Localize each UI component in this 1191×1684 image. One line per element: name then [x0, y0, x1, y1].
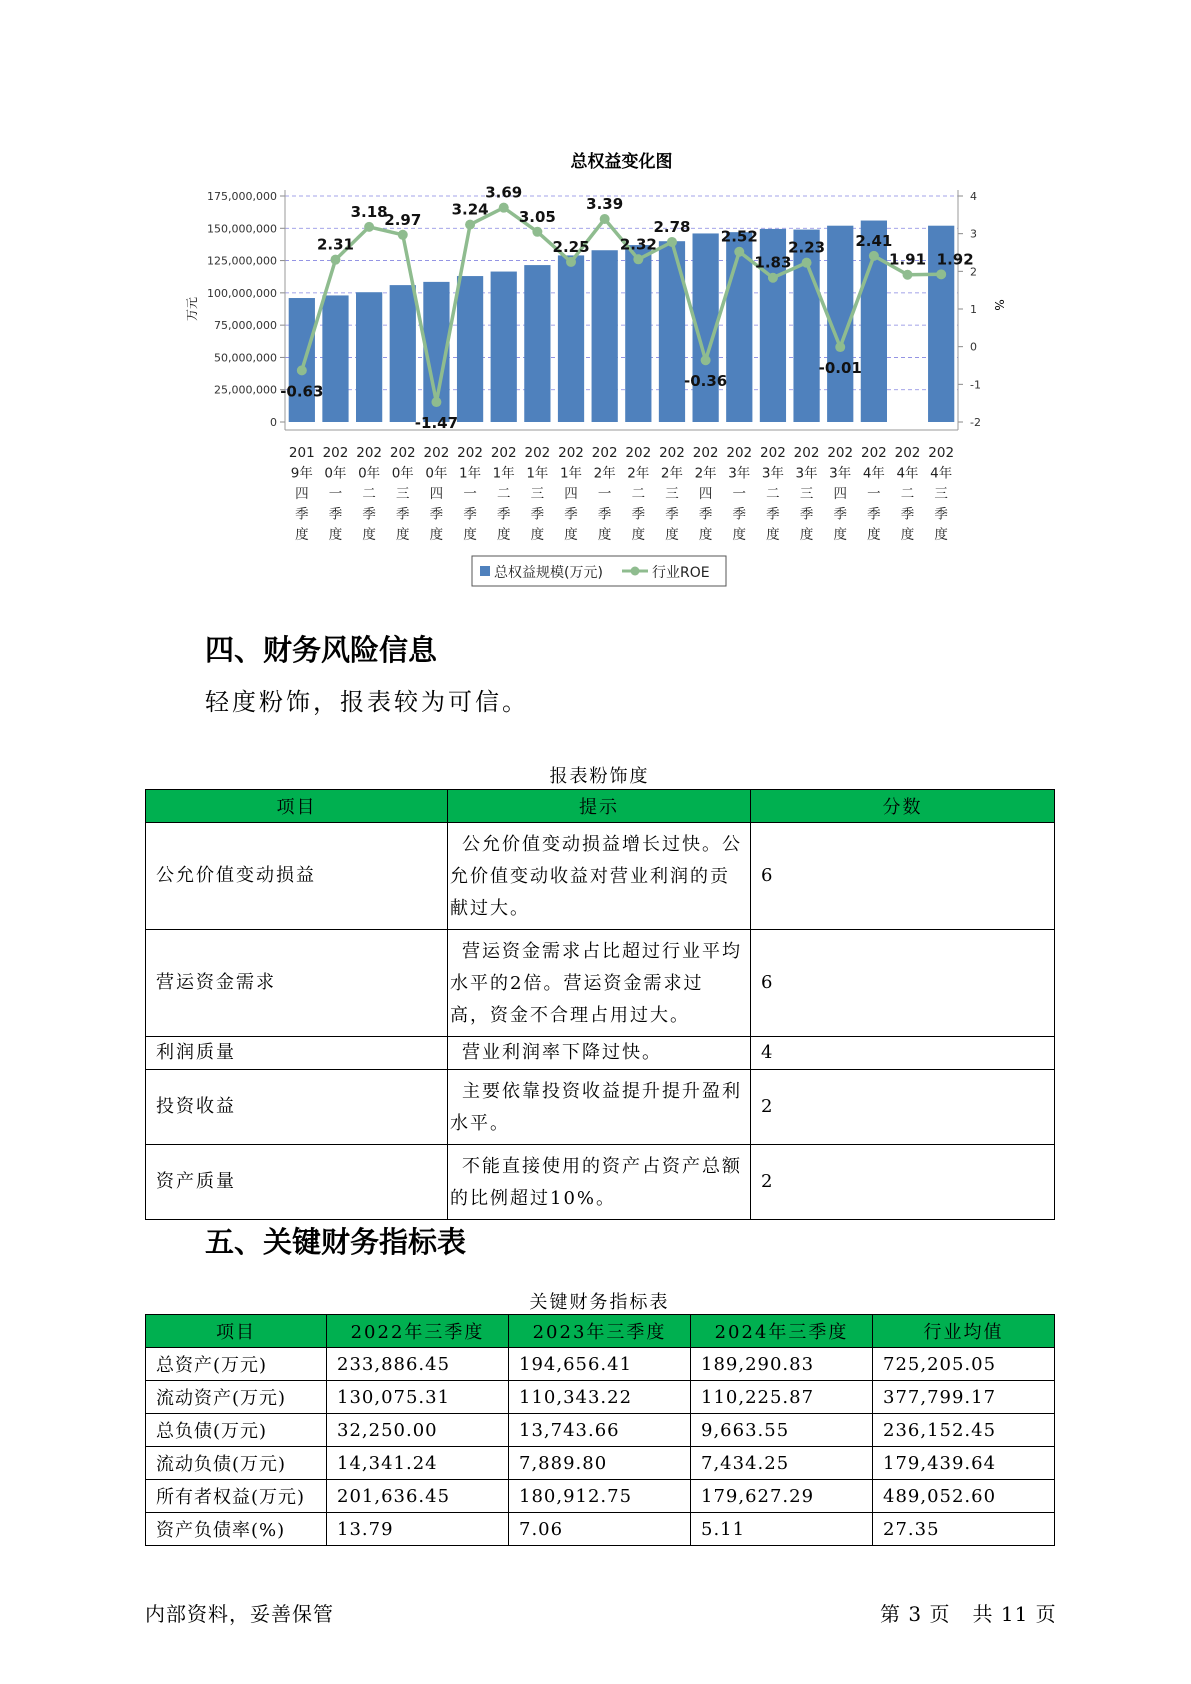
bar — [289, 298, 315, 422]
x-tick-label: 一 — [328, 486, 343, 502]
kpi-value: 7,434.25 — [691, 1447, 873, 1480]
risk-item: 资产质量 — [146, 1145, 448, 1220]
x-tick-label: 1年 — [492, 465, 515, 482]
x-tick-label: 201 — [288, 445, 315, 461]
x-tick-label: 季 — [564, 506, 578, 523]
roe-point — [768, 273, 778, 283]
x-tick-label: 度 — [799, 527, 814, 543]
legend-bar-label: 总权益规模(万元) — [494, 565, 603, 581]
roe-data-label: -0.36 — [684, 372, 728, 391]
risk-item: 公允价值变动损益 — [146, 823, 448, 930]
footer-page-number: 第 3 页 共 11 页 — [880, 1602, 1057, 1626]
x-tick-label: 季 — [496, 506, 511, 523]
x-tick-label: 度 — [530, 527, 545, 543]
x-tick-label: 0年 — [425, 465, 448, 482]
roe-point — [701, 355, 711, 365]
x-tick-label: 202 — [625, 445, 652, 461]
kpi-value: 9,663.55 — [691, 1414, 873, 1447]
roe-data-label: 3.24 — [451, 200, 489, 219]
x-tick-label: 0年 — [391, 465, 414, 482]
table-row — [146, 1037, 1055, 1070]
x-tick-label: 202 — [827, 445, 854, 461]
x-tick-label: 202 — [793, 445, 820, 461]
x-tick-label: 202 — [524, 445, 551, 461]
kpi-value: 130,075.31 — [327, 1381, 509, 1414]
x-tick-label: 二 — [631, 486, 646, 502]
y2-tick-label: -2 — [970, 416, 981, 429]
section-5-heading: 五、关键财务指标表 — [205, 1225, 467, 1259]
kpi-value: 7,889.80 — [509, 1447, 691, 1480]
roe-data-label: 2.32 — [619, 235, 657, 254]
x-tick-label: 季 — [429, 506, 444, 523]
roe-data-label: 3.05 — [518, 207, 556, 226]
bar — [625, 245, 651, 422]
x-tick-label: 季 — [530, 506, 545, 523]
roe-data-label: 1.83 — [754, 253, 792, 272]
roe-data-label: 2.23 — [788, 238, 826, 257]
x-tick-label: 度 — [766, 527, 780, 543]
kpi-value: 377,799.17 — [873, 1381, 1055, 1414]
x-tick-label: 季 — [867, 506, 881, 523]
y-tick-label: 75,000,000 — [214, 319, 277, 333]
table-row — [146, 930, 1055, 1037]
roe-point — [633, 254, 643, 264]
kpi-label: 总资产(万元) — [146, 1348, 327, 1381]
x-tick-label: 1年 — [559, 465, 583, 482]
roe-data-label: 2.78 — [653, 217, 691, 236]
x-tick-label: 4年 — [896, 465, 919, 482]
kpi-value: 179,439.64 — [873, 1447, 1055, 1480]
y-tick-label: 150,000,000 — [207, 222, 277, 236]
x-tick-label: 三 — [530, 486, 545, 502]
x-tick-label: 季 — [934, 506, 948, 523]
roe-data-label: 3.39 — [586, 194, 624, 213]
kpi-label: 所有者权益(万元) — [146, 1480, 327, 1513]
x-tick-label: 202 — [860, 445, 887, 461]
x-tick-label: 度 — [396, 527, 410, 543]
x-tick-label: 三 — [799, 486, 814, 502]
risk-table — [145, 789, 1055, 1220]
roe-data-label: -0.01 — [818, 359, 862, 378]
x-tick-label: 季 — [328, 506, 343, 523]
x-tick-label: 四 — [429, 486, 444, 502]
kpi-value: 13.79 — [327, 1513, 509, 1546]
x-tick-label: 季 — [732, 506, 747, 523]
x-tick-label: 季 — [799, 506, 814, 523]
risk-item: 营运资金需求 — [146, 930, 448, 1037]
bar — [356, 292, 382, 422]
kpi-value: 179,627.29 — [691, 1480, 873, 1513]
col-header-2024q3: 2024年三季度 — [691, 1315, 873, 1348]
chart-svg — [0, 0, 1191, 600]
col-header-2023q3: 2023年三季度 — [509, 1315, 691, 1348]
kpi-value: 194,656.41 — [509, 1348, 691, 1381]
kpi-value: 189,290.83 — [691, 1348, 873, 1381]
y2-tick-label: 0 — [970, 340, 977, 354]
x-tick-label: 季 — [833, 506, 847, 523]
x-tick-label: 度 — [564, 527, 578, 543]
x-tick-label: 0年 — [358, 465, 381, 482]
x-tick-label: 3年 — [795, 465, 818, 482]
kpi-label: 资产负债率(%) — [146, 1513, 327, 1546]
kpi-value: 14,341.24 — [327, 1447, 509, 1480]
col-header-2022q3: 2022年三季度 — [327, 1315, 509, 1348]
x-tick-label: 度 — [732, 527, 747, 543]
roe-data-label: 2.52 — [720, 227, 758, 246]
x-tick-label: 202 — [490, 445, 517, 461]
x-tick-label: 202 — [659, 445, 685, 461]
x-tick-label: 3年 — [829, 465, 852, 482]
kpi-label: 总负债(万元) — [146, 1414, 327, 1447]
kpi-label: 流动负债(万元) — [146, 1447, 327, 1480]
risk-table-header — [146, 790, 1055, 823]
y2-tick-label: 3 — [970, 227, 977, 241]
x-tick-label: 四 — [833, 486, 847, 502]
x-tick-label: 季 — [396, 506, 410, 523]
x-tick-label: 季 — [463, 506, 477, 523]
col-header-industry-avg: 行业均值 — [873, 1315, 1055, 1348]
equity-chart — [0, 0, 1191, 600]
x-tick-label: 度 — [362, 527, 376, 543]
risk-table-title: 报表粉饰度 — [549, 766, 650, 787]
roe-point — [330, 255, 340, 265]
x-tick-label: 202 — [457, 445, 483, 461]
x-tick-label: 2年 — [627, 465, 650, 482]
kpi-value: 180,912.75 — [509, 1480, 691, 1513]
x-tick-label: 9年 — [290, 465, 313, 482]
col-header-score: 分数 — [751, 790, 1055, 823]
table-row — [146, 1145, 1055, 1220]
risk-item: 利润质量 — [146, 1037, 448, 1070]
table-row — [146, 1480, 1055, 1513]
x-tick-label: 季 — [698, 506, 713, 523]
x-tick-label: 一 — [463, 486, 477, 502]
x-tick-label: 四 — [564, 486, 578, 502]
roe-data-label: 2.31 — [316, 235, 354, 254]
roe-point — [903, 270, 913, 280]
x-tick-label: 季 — [900, 506, 915, 523]
roe-data-label: 1.91 — [889, 250, 927, 269]
table-row — [146, 1348, 1055, 1381]
bar — [390, 285, 416, 422]
x-tick-label: 季 — [631, 506, 646, 523]
roe-data-label: -1.47 — [414, 414, 459, 433]
y-tick-label: 0 — [270, 416, 277, 429]
table-row — [146, 823, 1055, 930]
y-tick-label: 25,000,000 — [214, 383, 277, 397]
x-tick-label: 3年 — [728, 465, 751, 482]
roe-point — [936, 269, 946, 279]
x-tick-label: 度 — [867, 527, 881, 543]
x-tick-label: 2年 — [660, 465, 684, 482]
y-tick-label: 100,000,000 — [207, 286, 277, 300]
x-tick-label: 二 — [900, 486, 915, 502]
kpi-value: 201,636.45 — [327, 1480, 509, 1513]
x-tick-label: 202 — [389, 445, 416, 461]
bar — [524, 265, 550, 422]
roe-point — [499, 203, 509, 213]
roe-point — [869, 251, 879, 261]
roe-point — [835, 342, 845, 352]
roe-point — [364, 222, 374, 232]
legend-bar-swatch — [480, 566, 490, 576]
x-tick-label: 一 — [597, 486, 612, 502]
x-tick-label: 202 — [928, 445, 955, 461]
y-tick-label: 125,000,000 — [207, 254, 277, 268]
table-row — [146, 1414, 1055, 1447]
bar — [558, 255, 584, 422]
x-tick-label: 1年 — [459, 465, 482, 482]
risk-hint: 主要依靠投资收益提升提升盈利水平。 — [448, 1070, 751, 1145]
x-tick-label: 1年 — [526, 465, 549, 482]
x-tick-label: 202 — [322, 445, 349, 461]
bar — [457, 276, 483, 422]
kpi-value: 7.06 — [509, 1513, 691, 1546]
x-tick-label: 202 — [760, 445, 786, 461]
roe-data-label: 3.18 — [350, 202, 388, 221]
bar — [592, 250, 618, 422]
risk-hint: 营业利润率下降过快。 — [448, 1037, 751, 1070]
y2-tick-label: 2 — [970, 265, 977, 279]
y-tick-label: 50,000,000 — [214, 351, 277, 365]
x-tick-label: 二 — [496, 486, 511, 502]
x-tick-label: 度 — [328, 527, 343, 543]
roe-data-label: -0.63 — [280, 382, 324, 401]
x-tick-label: 季 — [362, 506, 376, 523]
risk-score: 4 — [751, 1037, 1055, 1070]
x-tick-label: 季 — [295, 506, 309, 523]
x-tick-label: 二 — [362, 486, 376, 502]
roe-point — [398, 230, 408, 240]
roe-point — [667, 237, 677, 247]
kpi-table-title: 关键财务指标表 — [529, 1292, 670, 1313]
x-tick-label: 四 — [698, 486, 713, 502]
risk-item: 投资收益 — [146, 1070, 448, 1145]
y2-tick-label: 4 — [970, 190, 977, 203]
x-tick-label: 202 — [558, 445, 584, 461]
roe-data-label: 3.69 — [485, 183, 523, 202]
roe-point — [566, 257, 576, 267]
x-tick-label: 度 — [463, 527, 477, 543]
risk-score: 6 — [751, 823, 1055, 930]
x-tick-label: 2年 — [694, 465, 717, 482]
kpi-value: 489,052.60 — [873, 1480, 1055, 1513]
legend-line-marker — [631, 567, 640, 576]
kpi-table-header — [146, 1315, 1055, 1348]
x-tick-label: 2年 — [593, 465, 616, 482]
bar — [491, 272, 517, 422]
x-tick-label: 202 — [894, 445, 921, 461]
table-row — [146, 1513, 1055, 1546]
risk-hint: 营运资金需求占比超过行业平均水平的2倍。营运资金需求过高，资金不合理占用过大。 — [448, 930, 751, 1037]
bar — [322, 295, 348, 422]
kpi-value: 725,205.05 — [873, 1348, 1055, 1381]
x-tick-label: 度 — [698, 527, 713, 543]
kpi-value: 110,343.22 — [509, 1381, 691, 1414]
x-tick-label: 度 — [631, 527, 646, 543]
roe-point — [465, 220, 475, 230]
chart-title: 总权益变化图 — [570, 152, 673, 172]
y-axis-title: 万元 — [185, 296, 199, 322]
kpi-value: 32,250.00 — [327, 1414, 509, 1447]
y-tick-label: 175,000,000 — [207, 190, 277, 203]
col-header-item: 项目 — [146, 790, 448, 823]
roe-point — [802, 258, 812, 268]
roe-data-label: 1.92 — [936, 250, 974, 269]
x-tick-label: 4年 — [930, 465, 953, 482]
col-header-hint: 提示 — [448, 790, 751, 823]
footer-confidential: 内部资料，妥善保管 — [145, 1602, 334, 1626]
table-row — [146, 1070, 1055, 1145]
bar — [861, 221, 887, 422]
kpi-value: 233,886.45 — [327, 1348, 509, 1381]
table-row — [146, 1381, 1055, 1414]
x-tick-label: 3年 — [761, 465, 784, 482]
x-tick-label: 度 — [429, 527, 444, 543]
kpi-value: 13,743.66 — [509, 1414, 691, 1447]
kpi-value: 5.11 — [691, 1513, 873, 1546]
x-tick-label: 度 — [934, 527, 948, 543]
x-tick-label: 季 — [597, 506, 612, 523]
x-tick-label: 度 — [900, 527, 915, 543]
x-tick-label: 四 — [295, 486, 309, 502]
y2-tick-label: 1 — [970, 303, 977, 316]
x-tick-label: 202 — [591, 445, 618, 461]
x-tick-label: 度 — [597, 527, 612, 543]
x-tick-label: 度 — [665, 527, 679, 543]
x-tick-label: 二 — [766, 486, 780, 502]
x-tick-label: 度 — [295, 527, 309, 543]
kpi-value: 110,225.87 — [691, 1381, 873, 1414]
x-tick-label: 三 — [396, 486, 410, 502]
kpi-value: 27.35 — [873, 1513, 1055, 1546]
risk-score: 6 — [751, 930, 1055, 1037]
risk-hint: 不能直接使用的资产占资产总额的比例超过10%。 — [448, 1145, 751, 1220]
roe-data-label: 2.97 — [384, 210, 422, 229]
x-tick-label: 一 — [867, 486, 881, 502]
section-4-heading: 四、财务风险信息 — [205, 633, 438, 667]
roe-point — [600, 214, 610, 224]
x-tick-label: 一 — [732, 486, 747, 502]
roe-data-label: 2.41 — [855, 231, 893, 250]
roe-point — [297, 365, 307, 375]
x-tick-label: 202 — [726, 445, 753, 461]
x-tick-label: 0年 — [324, 465, 347, 482]
y2-axis-title: % — [992, 299, 1006, 311]
x-tick-label: 度 — [833, 527, 847, 543]
roe-point — [532, 227, 542, 237]
legend-line-label: 行业ROE — [652, 565, 710, 581]
kpi-table — [145, 1314, 1055, 1546]
roe-point — [431, 397, 441, 407]
risk-score: 2 — [751, 1145, 1055, 1220]
x-tick-label: 202 — [356, 445, 383, 461]
x-tick-label: 季 — [766, 506, 780, 523]
x-tick-label: 4年 — [862, 465, 885, 482]
x-tick-label: 三 — [665, 486, 679, 502]
x-tick-label: 202 — [423, 445, 450, 461]
roe-point — [734, 247, 744, 257]
x-tick-label: 度 — [496, 527, 511, 543]
risk-hint: 公允价值变动损益增长过快。公允价值变动收益对营业利润的贡献过大。 — [448, 823, 751, 930]
roe-data-label: 2.25 — [552, 237, 590, 256]
x-tick-label: 202 — [692, 445, 719, 461]
x-tick-label: 季 — [665, 506, 679, 523]
kpi-label: 流动资产(万元) — [146, 1381, 327, 1414]
risk-summary: 轻度粉饰，报表较为可信。 — [205, 688, 529, 716]
col-header-item: 项目 — [146, 1315, 327, 1348]
y2-tick-label: -1 — [970, 378, 981, 392]
table-row — [146, 1447, 1055, 1480]
risk-score: 2 — [751, 1070, 1055, 1145]
x-tick-label: 三 — [934, 486, 948, 502]
kpi-value: 236,152.45 — [873, 1414, 1055, 1447]
